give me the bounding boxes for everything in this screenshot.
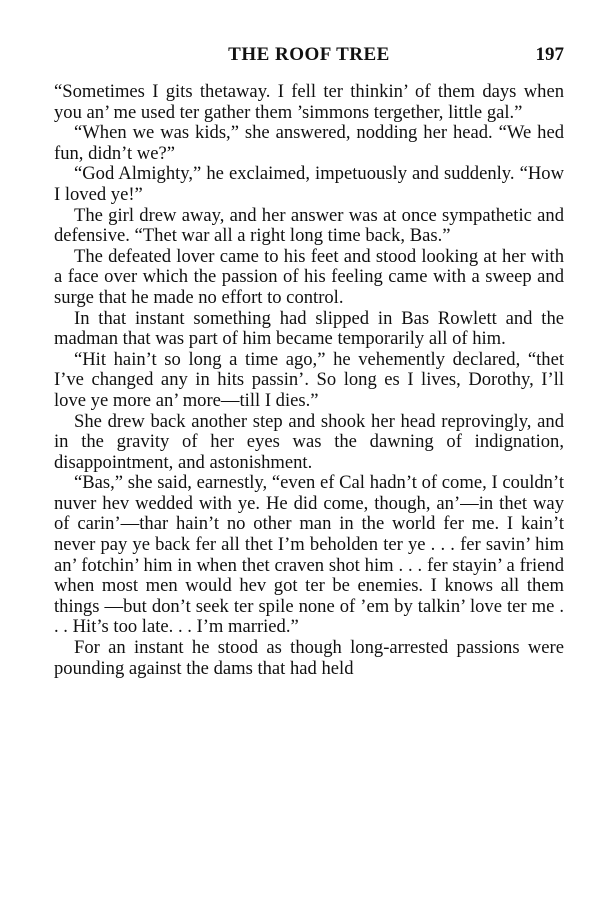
paragraph-9: “Bas,” she said, earnestly, “even ef Cal hadn’t of come, I couldn’t nuver hev wedded with ye. He did come, though, an’—in thet way of carin’—thar hain’t no other man in the world fer me. I kain’t never pay ye back fer all thet I’m beholden ter ye . . . fer savin’ him an’ fotchin’ him in when thet craven shot him . . . fer stayin’ a friend when most men would hev got ter be enemies. I knows all them things —but don’t seek ter spile none of ’em by talkin’ love ter me . . . Hit’s too late. . . I’m married.” [54, 472, 564, 638]
paragraph-10: For an instant he stood as though long-arrested passions were pounding against the dams that had held [54, 637, 564, 679]
paragraph-7: “Hit hain’t so long a time ago,” he vehemently declared, “thet I’ve changed any in hits passin’. So long es I lives, Dorothy, I’ll love ye more an’ more—till I dies.” [54, 348, 564, 411]
running-header [54, 44, 564, 74]
page-number: 197 [535, 44, 564, 65]
paragraph-2: “When we was kids,” she answered, nodding her head. “We hed fun, didn’t we?” [54, 122, 564, 164]
paragraph-4: The girl drew away, and her answer was at once sympathetic and defensive. “Thet war all a right long time back, Bas.” [54, 204, 564, 247]
paragraph-6: In that instant something had slipped in Bas Rowlett and the madman that was part of him became temporarily all of him. [54, 307, 564, 350]
paragraph-1: “Sometimes I gits thetaway. I fell ter thinkin’ of them days when you an’ me used ter gather them ’simmons tergether, little gal.” [54, 81, 564, 123]
running-title: THE ROOF TREE [228, 44, 390, 65]
paragraph-5: The defeated lover came to his feet and stood looking at her with a face over which the passion of his feeling came with a sweep and surge that he made no effort to control. [54, 245, 564, 308]
paragraph-8: She drew back another step and shook her head reprovingly, and in the gravity of her eyes was the dawning of indignation, disappointment, and astonishment. [54, 410, 564, 473]
body-text [54, 82, 564, 679]
book-page [54, 44, 564, 679]
paragraph-3: “God Almighty,” he exclaimed, impetuously and suddenly. “How I loved ye!” [54, 163, 564, 205]
